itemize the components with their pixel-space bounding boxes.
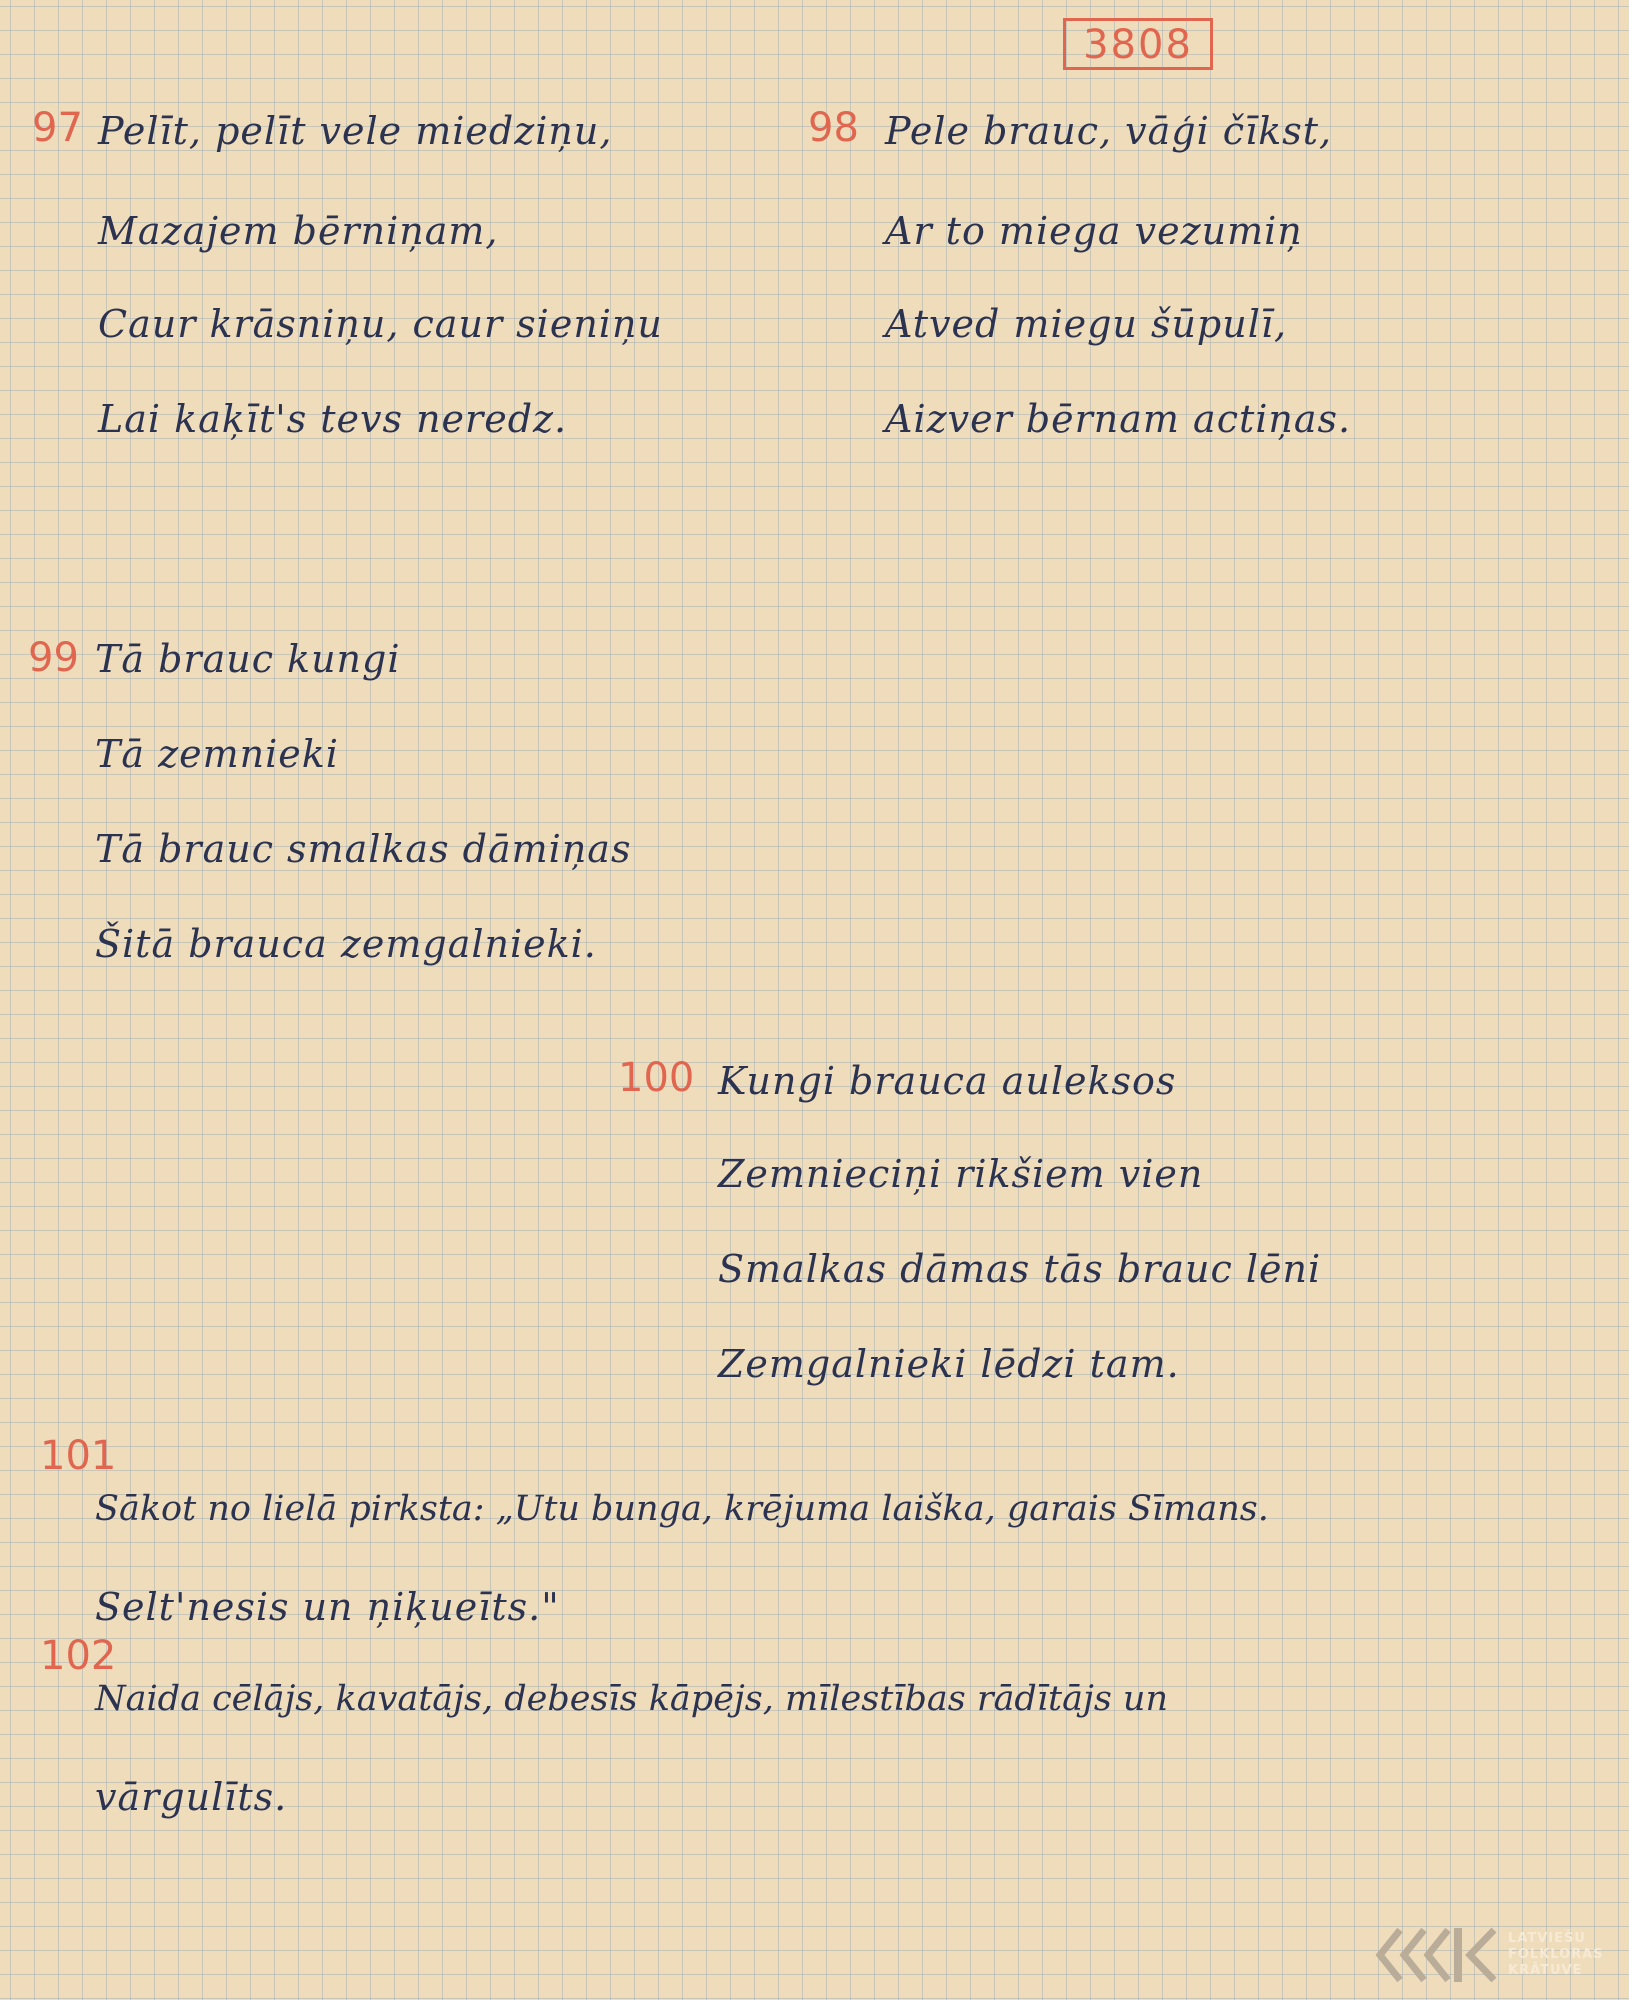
entry-98-line-1: Pele brauc, vāģi čīkst,	[885, 109, 1333, 153]
entry-99-line-2: Tā zemnieki	[95, 732, 339, 776]
entry-100-line-4: Zemgalnieki lēdzi tam.	[718, 1342, 1180, 1386]
entry-102-line-2: vārgulīts.	[95, 1775, 288, 1819]
entry-number-97: 97	[32, 105, 83, 151]
lfk-logo-icon	[1370, 1922, 1500, 1988]
entry-number-102: 102	[40, 1633, 117, 1679]
logo-line-2: FOLKLORAS	[1508, 1947, 1604, 1962]
entry-101-line-1: Sākot no lielā pirksta: „Utu bunga, krējuma laiška, garais Sīmans.	[95, 1489, 1269, 1529]
entry-number-100: 100	[618, 1055, 695, 1101]
entry-102-line-1: Naida cēlājs, kavatājs, debesīs kāpējs, mīlestības rādītājs un	[95, 1679, 1168, 1719]
logo-line-1: LATVIEŠU	[1508, 1931, 1586, 1946]
entry-98-line-3: Atved miegu šūpulī,	[885, 302, 1288, 346]
entry-number-101: 101	[40, 1433, 117, 1479]
entry-98-line-2: Ar to miega vezumiņ	[885, 209, 1303, 253]
entry-97-line-1: Pelīt, pelīt vele miedziņu,	[98, 109, 613, 153]
logo-line-3: KRĀTUVE	[1508, 1963, 1583, 1978]
entry-97-line-3: Caur krāsniņu, caur sieniņu	[98, 302, 663, 346]
entry-99-line-3: Tā brauc smalkas dāmiņas	[95, 827, 632, 871]
entry-98-line-4: Aizver bērnam actiņas.	[885, 397, 1352, 441]
entry-99-line-4: Šitā brauca zemgalnieki.	[95, 922, 597, 966]
entry-100-line-1: Kungi brauca auleksos	[718, 1059, 1177, 1103]
entry-99-line-1: Tā brauc kungi	[95, 637, 401, 681]
entry-97-line-2: Mazajem bērniņam,	[98, 209, 499, 253]
entry-97-line-4: Lai kaķīt's tevs neredz.	[98, 397, 568, 441]
entry-number-99: 99	[28, 635, 79, 681]
entry-number-98: 98	[808, 105, 859, 151]
entry-101-line-2: Selt'nesis un ņiķueīts."	[95, 1585, 560, 1629]
sheet-number-stamp: 3808	[1063, 18, 1213, 70]
entry-100-line-2: Zemnieciņi rikšiem vien	[718, 1152, 1204, 1196]
entry-100-line-3: Smalkas dāmas tās brauc lēni	[718, 1247, 1322, 1291]
logo-wordmark	[1508, 1931, 1604, 1979]
archive-logo	[1370, 1918, 1620, 1992]
